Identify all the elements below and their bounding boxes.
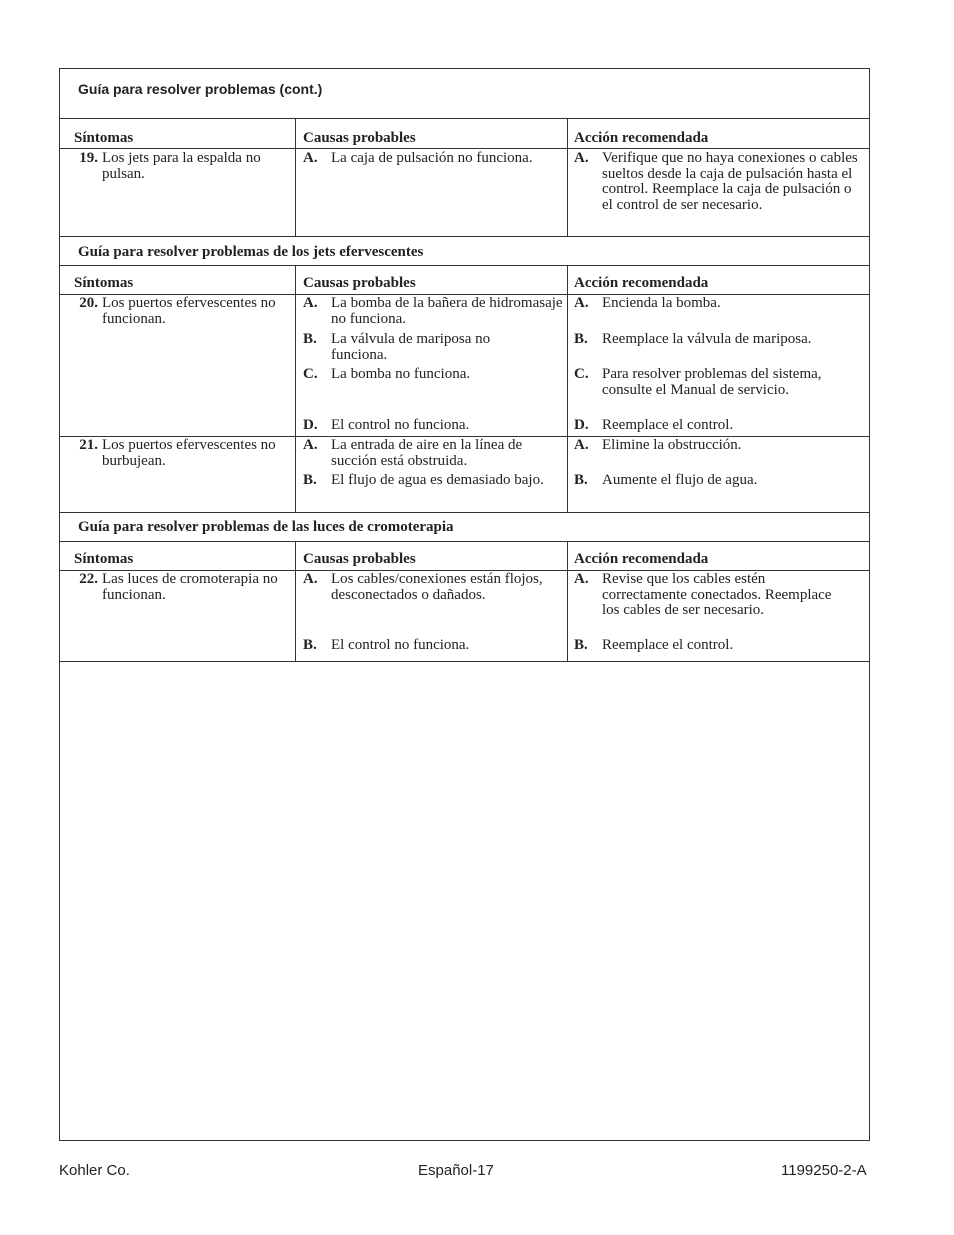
divider — [60, 236, 869, 237]
column-header-symptoms: Síntomas — [74, 275, 134, 291]
action-item — [574, 418, 864, 434]
action-item — [574, 367, 844, 398]
cause-item — [303, 473, 553, 489]
column-header-actions: Acción recomendada — [574, 551, 709, 567]
cause-item — [303, 572, 565, 603]
symptom-item — [69, 296, 291, 327]
action-item — [574, 438, 864, 454]
cause-text: La caja de pulsación no funciona. — [331, 150, 533, 166]
cause-label: A. — [303, 150, 318, 166]
section-title: Guía para resolver problemas de las luces de cromoterapia — [78, 519, 454, 535]
action-label: B. — [574, 472, 588, 488]
column-divider — [295, 265, 296, 512]
cause-label: A. — [303, 571, 318, 587]
action-item — [574, 332, 866, 348]
action-label: B. — [574, 637, 588, 653]
symptom-number: 19. — [79, 150, 98, 166]
column-divider — [567, 265, 568, 512]
action-item — [574, 572, 834, 619]
symptom-text: Los puertos efervescentes no burbujean. — [102, 437, 276, 469]
footer-company: Kohler Co. — [59, 1162, 130, 1179]
cause-item — [303, 438, 565, 469]
symptom-item — [69, 438, 291, 469]
action-text: Reemplace la válvula de mariposa. — [602, 331, 812, 347]
action-text: Reemplace el control. — [602, 417, 734, 433]
symptom-number: 22. — [79, 571, 98, 587]
footer-doc-number: 1199250-2-A — [781, 1162, 867, 1179]
column-header-symptoms: Síntomas — [74, 130, 134, 146]
page-title: Guía para resolver problemas (cont.) — [78, 81, 323, 97]
symptom-text: Los puertos efervescentes no funcionan. — [102, 295, 276, 327]
section-title: Guía para resolver problemas de los jets efervescentes — [78, 244, 424, 260]
cause-text: Los cables/conexiones están flojos, desconectados o dañados. — [331, 571, 543, 603]
divider — [60, 265, 869, 266]
cause-label: A. — [303, 295, 318, 311]
cause-label: B. — [303, 331, 317, 347]
divider — [60, 118, 869, 119]
column-header-actions: Acción recomendada — [574, 275, 709, 291]
footer-page-number: Español-17 — [418, 1162, 494, 1179]
divider — [60, 661, 869, 662]
action-label: D. — [574, 417, 589, 433]
action-label: A. — [574, 571, 589, 587]
symptom-item — [69, 572, 291, 603]
symptom-item — [69, 151, 291, 182]
cause-item — [303, 151, 543, 167]
cause-label: B. — [303, 637, 317, 653]
action-item — [574, 151, 860, 213]
cause-text: El control no funciona. — [331, 417, 470, 433]
cause-label: B. — [303, 472, 317, 488]
symptom-text: Los jets para la espalda no pulsan. — [102, 150, 261, 182]
cause-text: La válvula de mariposa no funciona. — [331, 331, 491, 363]
action-text: Revise que los cables estén correctamente conectados. Reemplace los cables de ser necesario. — [602, 571, 832, 618]
action-label: A. — [574, 437, 589, 453]
action-label: A. — [574, 295, 589, 311]
cause-item — [303, 367, 563, 383]
column-header-symptoms: Síntomas — [74, 551, 134, 567]
column-header-actions: Acción recomendada — [574, 130, 709, 146]
cause-label: A. — [303, 437, 318, 453]
cause-text: La bomba de la bañera de hidromasaje no funciona. — [331, 295, 563, 327]
column-header-causes: Causas probables — [303, 130, 416, 146]
cause-label: C. — [303, 366, 318, 382]
symptom-text: Las luces de cromoterapia no funcionan. — [102, 571, 278, 603]
action-text: Elimine la obstrucción. — [602, 437, 742, 453]
column-divider — [567, 118, 568, 236]
troubleshooting-table — [59, 68, 870, 1141]
column-header-causes: Causas probables — [303, 275, 416, 291]
column-divider — [295, 541, 296, 661]
cause-text: El control no funciona. — [331, 637, 470, 653]
symptom-number: 20. — [79, 295, 98, 311]
action-label: C. — [574, 366, 589, 382]
action-text: Para resolver problemas del sistema, consulte el Manual de servicio. — [602, 366, 822, 398]
cause-text: La entrada de aire en la línea de succión está obstruida. — [331, 437, 523, 469]
divider — [60, 148, 869, 149]
column-header-causes: Causas probables — [303, 551, 416, 567]
action-item — [574, 638, 864, 654]
action-label: A. — [574, 150, 589, 166]
cause-item — [303, 418, 563, 434]
divider — [60, 512, 869, 513]
column-divider — [567, 541, 568, 661]
column-divider — [295, 118, 296, 236]
cause-label: D. — [303, 417, 318, 433]
symptom-number: 21. — [79, 437, 98, 453]
cause-item — [303, 332, 543, 363]
action-text: Reemplace el control. — [602, 637, 734, 653]
cause-text: El flujo de agua es demasiado bajo. — [331, 472, 544, 488]
action-label: B. — [574, 331, 588, 347]
action-item — [574, 296, 864, 312]
divider — [60, 541, 869, 542]
action-text: Encienda la bomba. — [602, 295, 721, 311]
action-item — [574, 473, 864, 489]
action-text: Verifique que no haya conexiones o cables sueltos desde la caja de pulsación hasta el control. Reemplace la caja de pulsación o el control de ser necesario. — [602, 150, 858, 213]
action-text: Aumente el flujo de agua. — [602, 472, 758, 488]
cause-text: La bomba no funciona. — [331, 366, 471, 382]
cause-item — [303, 638, 565, 654]
cause-item — [303, 296, 563, 327]
